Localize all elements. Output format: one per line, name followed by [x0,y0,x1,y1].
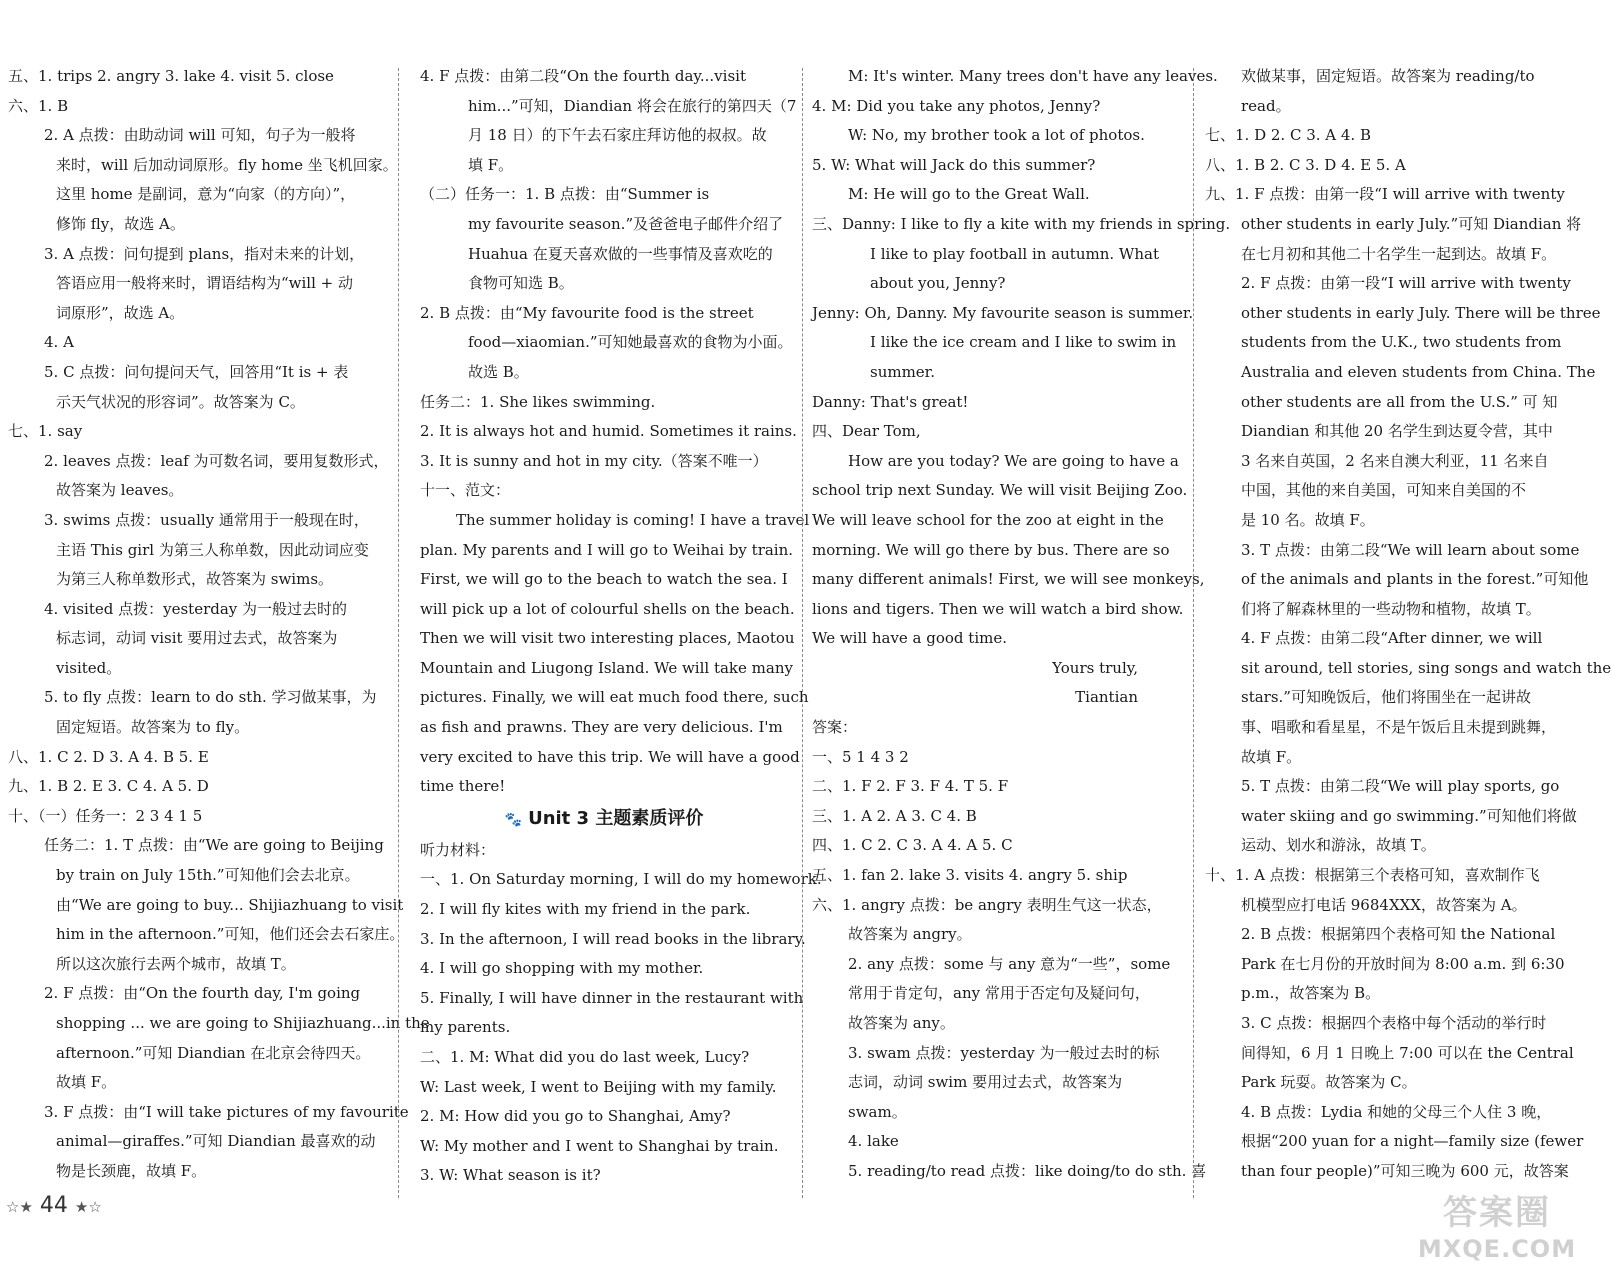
answer-line: 八、1. B 2. C 3. D 4. E 5. A [1205,155,1406,174]
answer-line: by train on July 15th.”可知他们会去北京。 [56,866,360,885]
answer-line: than four people)”可知三晚为 600 元，故答案 [1241,1161,1569,1180]
answer-line: 3. swims 点拨：usually 通常用于一般现在时， [44,510,369,529]
answer-line: 食物可知选 B。 [468,274,574,293]
answer-line: my favourite season.”及爸爸电子邮件介绍了 [468,214,784,233]
answer-line: 3. F 点拨：由“I will take pictures of my favourite [44,1102,409,1121]
answer-line: 二、1. F 2. F 3. F 4. T 5. F [812,777,1009,796]
answer-line: stars.”可知晚饭后，他们将围坐在一起讲故 [1241,688,1531,707]
answer-line: 在七月初和其他二十名学生一起到达。故填 F。 [1241,244,1557,263]
answer-line: 八、1. C 2. D 3. A 4. B 5. E [8,747,209,766]
answer-line: I like the ice cream and I like to swim in [870,333,1177,352]
answer-line: 3. In the afternoon, I will read books in the library. [420,929,806,948]
answer-line: swam。 [848,1102,907,1121]
answer-line: M: It's winter. Many trees don't have any leaves. [848,67,1218,85]
answer-line: How are you today? We are going to have a [848,451,1179,470]
answer-line: Diandian 和其他 20 名学生到达夏令营，其中 [1241,422,1553,441]
answer-line: Jenny: Oh, Danny. My favourite season is summer. [812,303,1194,322]
answer-line: 九、1. B 2. E 3. C 4. A 5. D [8,777,209,796]
answer-line: 间得知，6 月 1 日晚上 7:00 可以在 the Central [1241,1043,1574,1062]
answer-line: 物是长颈鹿，故填 F。 [56,1161,207,1180]
answer-line: 常用于肯定句，any 常用于否定句及疑问句， [848,984,1150,1003]
answer-line: 3. C 点拨：根据四个表格中每个活动的举行时 [1241,1014,1547,1032]
answer-line: 2. leaves 点拨：leaf 为可数名词，要用复数形式， [44,451,389,470]
answer-line: other students are all from the U.S.” 可 知 [1241,392,1558,411]
answer-line: Huahua 在夏天喜欢做的一些事情及喜欢吃的 [468,244,773,263]
answer-line: 3. T 点拨：由第二段“We will learn about some [1241,540,1580,559]
answer-line: water skiing and go swimming.”可知他们将做 [1241,806,1577,825]
answer-line: 5. W: What will Jack do this summer? [812,155,1096,174]
answer-line: my parents. [420,1018,511,1037]
answer-line: I like to play football in autumn. What [870,244,1159,263]
answer-line: Australia and eleven students from China. The [1241,362,1596,381]
answer-line: other students in early July. There will be three [1241,303,1601,322]
answer-line: 欢做某事，固定短语。故答案为 reading/to [1241,67,1535,85]
section-heading-text: Unit 3 主题素质评价 [528,807,704,829]
answer-line: shopping ... we are going to Shijiazhuang...in the [56,1014,430,1032]
answer-line: 故答案为 angry。 [848,925,972,944]
answer-line: W: Last week, I went to Beijing with my family. [420,1077,777,1096]
answer-line: 月 18 日）的下午去石家庄拜访他的叔叔。故 [468,126,767,145]
answer-line: sit around, tell stories, sing songs and watch the [1241,658,1611,677]
answer-line: many different animals! First, we will see monkeys, [812,570,1205,589]
answer-line: afternoon.”可知 Diandian 在北京会待四天。 [56,1043,371,1062]
answer-line: M: He will go to the Great Wall. [848,185,1090,204]
answer-line: 5. reading/to read 点拨：like doing/to do sth. 喜 [848,1161,1207,1180]
answer-line: as fish and prawns. They are very delicious. I'm [420,718,783,737]
answer-line: 志词，动词 swim 要用过去式，故答案为 [848,1073,1123,1092]
answer-line: 2. M: How did you go to Shanghai, Amy? [420,1107,731,1126]
answer-line: of the animals and plants in the forest.”可知他 [1241,570,1589,589]
answer-line: Tiantian [1075,688,1138,707]
column-divider [398,68,399,1198]
answer-line: 机模型应打电话 9684XXX，故答案为 A。 [1241,895,1527,914]
answer-line: plan. My parents and I will go to Weihai by train. [420,540,794,559]
page-number-footer [6,1193,102,1218]
answer-line: 是 10 名。故填 F。 [1241,510,1375,529]
answer-line: 七、1. D 2. C 3. A 4. B [1205,126,1371,145]
column-divider [1193,68,1194,1198]
column-divider [802,68,803,1198]
answer-line: 4. lake [848,1132,899,1151]
answer-line: 2. A 点拨：由助动词 will 可知，句子为一般将 [44,126,356,145]
answer-line: visited。 [56,658,122,677]
answer-line: 答案： [812,718,858,737]
answer-line: 九、1. F 点拨：由第一段“I will arrive with twenty [1205,185,1565,204]
answer-column-3 [812,62,1231,1197]
answer-line: 四、1. C 2. C 3. A 4. A 5. C [812,836,1013,855]
watermark-logo [1402,1192,1592,1270]
answer-line: 二、1. M: What did you do last week, Lucy? [420,1048,750,1066]
answer-line: W: No, my brother took a lot of photos. [848,126,1145,145]
answer-line: 故选 B。 [468,362,529,381]
answer-line: 4. I will go shopping with my mother. [420,959,704,978]
answer-line: p.m.，故答案为 B。 [1241,984,1381,1003]
answer-line: food—xiaomian.”可知她最喜欢的食物为小面。 [468,333,793,352]
answer-line: 3. A 点拨：问句提到 plans，指对未来的计划， [44,244,365,263]
answer-line: 运动、划水和游泳，故填 T。 [1241,836,1436,855]
answer-line: 3. W: What season is it? [420,1166,601,1185]
star-decoration-left: ☆★ [6,1198,33,1216]
answer-line: students from the U.K., two students from [1241,333,1562,352]
answer-line: 4. A [44,333,74,352]
answer-line: 5. T 点拨：由第二段“We will play sports, go [1241,777,1560,796]
section-heading [420,802,788,836]
answer-line: 标志词，动词 visit 要用过去式，故答案为 [56,629,338,648]
answer-column-4 [1205,62,1611,1197]
answer-line: 4. visited 点拨：yesterday 为一般过去时的 [44,599,348,618]
answer-line: 这里 home 是副词，意为“向家（的方向）”， [56,185,356,204]
answer-line: 2. any 点拨：some 与 any 意为“一些”，some [848,954,1171,973]
answer-line: 故答案为 leaves。 [56,481,184,500]
answer-line: 故填 F。 [1241,747,1302,766]
answer-line: 十、（一）任务一：2 3 4 1 5 [8,806,203,825]
answer-line: 词原形”，故选 A。 [56,303,185,322]
answer-line: him in the afternoon.”可知，他们还会去石家庄。 [56,925,405,944]
answer-line: school trip next Sunday. We will visit Beijing Zoo. [812,481,1188,500]
answer-line: 3 名来自英国，2 名来自澳大利亚，11 名来自 [1241,451,1549,470]
answer-line: Park 在七月份的开放时间为 8:00 a.m. 到 6:30 [1241,954,1565,973]
answer-line: Park 玩耍。故答案为 C。 [1241,1073,1417,1092]
answer-column-1 [8,62,430,1197]
answer-line: First, we will go to the beach to watch the sea. I [420,570,788,589]
answer-line: 2. It is always hot and humid. Sometimes it rains. [420,422,797,441]
answer-line: 5. to fly 点拨：learn to do sth. 学习做某事，为 [44,688,377,707]
answer-line: other students in early July.”可知 Diandian 将 [1241,214,1582,233]
answer-line: 4. M: Did you take any photos, Jenny? [812,96,1101,115]
answer-line: 十一、范文： [420,481,511,500]
answer-line: 2. F 点拨：由“On the fourth day, I'm going [44,984,361,1003]
answer-line: 五、1. trips 2. angry 3. lake 4. visit 5. close [8,67,334,85]
answer-line: We will have a good time. [812,629,1007,648]
answer-line: 由“We are going to buy... Shijiazhuang to visit [56,895,404,914]
answer-line: Mountain and Liugong Island. We will take many [420,658,793,677]
answer-line: 们将了解森林里的一些动物和植物，故填 T。 [1241,599,1541,618]
answer-line: about you, Jenny? [870,274,1006,293]
answer-line: 2. I will fly kites with my friend in the park. [420,900,751,919]
answer-line: 七、1. say [8,422,83,441]
answer-line: W: My mother and I went to Shanghai by train. [420,1136,779,1155]
answer-line: 任务二：1. T 点拨：由“We are going to Beijing [44,836,384,855]
answer-line: 为第三人称单数形式，故答案为 swims。 [56,570,334,589]
answer-line: Yours truly, [1052,658,1138,677]
answer-line: 2. F 点拨：由第一段“I will arrive with twenty [1241,274,1571,293]
answer-line: 修饰 fly，故选 A。 [56,214,185,233]
answer-line: 五、1. fan 2. lake 3. visits 4. angry 5. ship [812,866,1128,885]
answer-line: 十、1. A 点拨：根据第三个表格可知，喜欢制作飞 [1205,866,1540,885]
answer-line: 3. swam 点拨：yesterday 为一般过去时的标 [848,1043,1160,1062]
answer-line: 4. B 点拨：Lydia 和她的父母三个人住 3 晚， [1241,1102,1552,1121]
answer-line: 任务二：1. She likes swimming. [420,392,656,411]
answer-line: 示天气状况的形容词”。故答案为 C。 [56,392,305,411]
answer-line: 2. B 点拨：由“My favourite food is the street [420,303,754,322]
answer-column-2 [420,62,822,1197]
answer-line: 5. C 点拨：问句提问天气，回答用“It is + 表 [44,362,349,381]
answer-line: 5. Finally, I will have dinner in the restaurant with [420,988,804,1007]
answer-line: 4. F 点拨：由第二段“After dinner, we will [1241,629,1543,648]
answer-line: morning. We will go there by bus. There are so [812,540,1170,559]
answer-line: The summer holiday is coming! I have a travel [456,510,810,529]
answer-line: 听力材料： [420,840,496,859]
paw-icon: 🐾 [504,811,523,828]
answer-line: 四、Dear Tom, [812,422,921,441]
star-decoration-right: ★☆ [74,1198,102,1216]
answer-line: pictures. Finally, we will eat much food there, such [420,688,809,707]
answer-line: Danny: That's great! [812,392,969,411]
answer-line: 填 F。 [468,155,514,174]
answer-line: animal—giraffes.”可知 Diandian 最喜欢的动 [56,1132,376,1151]
answer-line: very excited to have this trip. We will have a good [420,747,800,766]
answer-line: 根据“200 yuan for a night—family size (fewer [1241,1132,1584,1151]
answer-line: 一、5 1 4 3 2 [812,747,909,766]
answer-line: We will leave school for the zoo at eight in the [812,510,1164,529]
answer-line: 故答案为 any。 [848,1014,955,1032]
answer-line: 六、1. B [8,96,69,115]
answer-line: will pick up a lot of colourful shells on the beach. [420,599,795,618]
answer-line: 2. B 点拨：根据第四个表格可知 the National [1241,925,1556,944]
answer-line: lions and tigers. Then we will watch a bird show. [812,599,1184,618]
watermark-url: MXQE.COM [1417,1235,1577,1263]
answer-line: 一、1. On Saturday morning, I will do my homework. [420,870,822,889]
answer-line: 3. It is sunny and hot in my city.（答案不唯一） [420,451,768,470]
answer-line: （二）任务一：1. B 点拨：由“Summer is [420,185,710,204]
answer-line: 答语应用一般将来时，谓语结构为“will + 动 [56,274,354,293]
watermark-title: 答案圈 [1443,1193,1551,1233]
answer-line: 六、1. angry 点拨：be angry 表明生气这一状态， [812,895,1162,914]
answer-line: 4. F 点拨：由第二段“On the fourth day...visit [420,67,746,85]
answer-line: Then we will visit two interesting places, Maotou [420,629,795,648]
answer-line: 主语 This girl 为第三人称单数，因此动词应变 [56,540,369,559]
answer-line: time there! [420,777,506,796]
answer-line: him...”可知，Diandian 将会在旅行的第四天（7 [468,96,797,115]
page-number: 44 [39,1193,68,1218]
answer-line: 三、1. A 2. A 3. C 4. B [812,806,977,825]
answer-line: 事、唱歌和看星星，不是午饭后且未提到跳舞， [1241,718,1557,737]
answer-line: 所以这次旅行去两个城市，故填 T。 [56,954,296,973]
answer-line: 故填 F。 [56,1073,117,1092]
answer-line: 固定短语。故答案为 to fly。 [56,718,250,737]
answer-line: summer. [870,362,935,381]
answer-line: 三、Danny: I like to fly a kite with my friends in spring. [812,214,1231,233]
answer-line: 中国，其他的来自美国，可知来自美国的不 [1241,481,1527,500]
answer-line: 来时，will 后加动词原形。fly home 坐飞机回家。 [56,155,398,174]
answer-line: read。 [1241,96,1291,115]
